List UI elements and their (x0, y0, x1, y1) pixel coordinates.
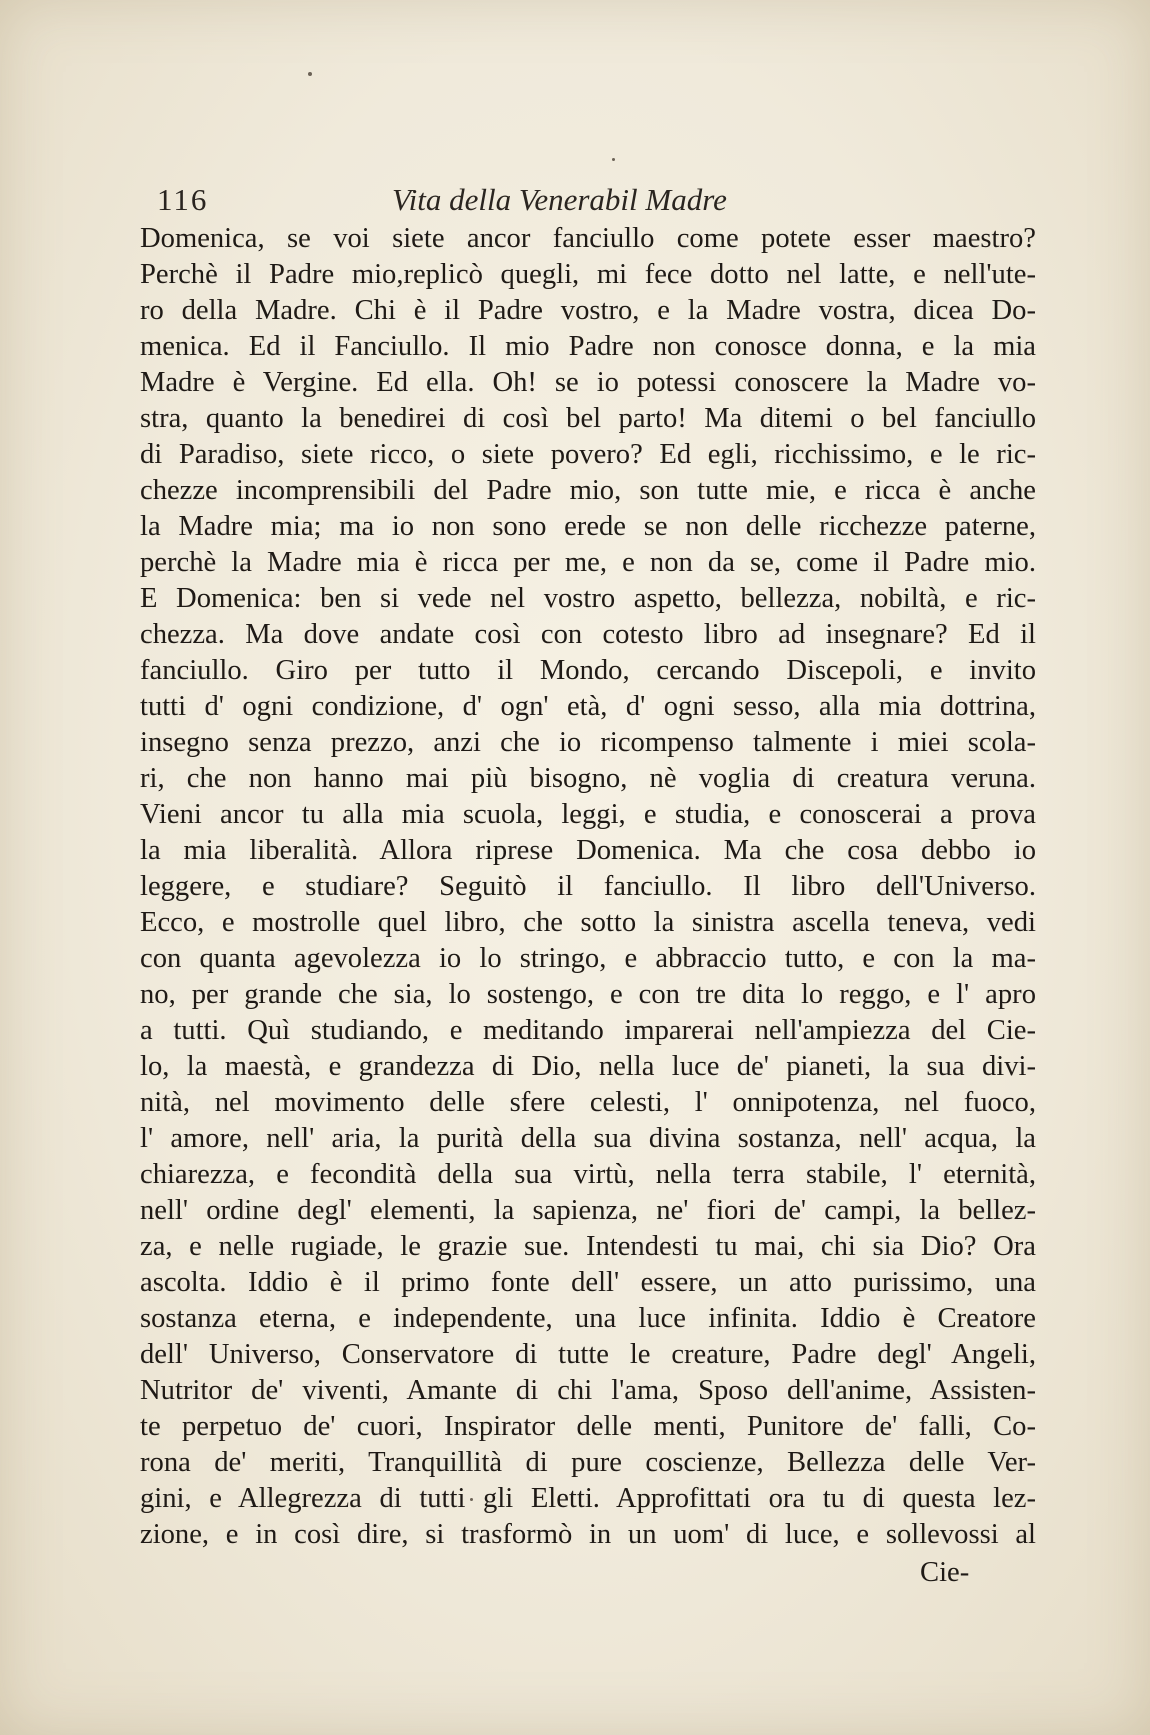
text-line: perchè la Madre mia è ricca per me, e non da se, come il Padre mio. (140, 547, 1036, 578)
text-line: con quanta agevolezza io lo stringo, e abbraccio tutto, e con la ma- (140, 943, 1036, 974)
text-line: Nutritor de' viventi, Amante di chi l'ama, Sposo dell'anime, Assisten- (140, 1375, 1036, 1406)
text-line: E Domenica: ben si vede nel vostro aspetto, bellezza, nobiltà, e ric- (140, 583, 1036, 614)
text-line: menica. Ed il Fanciullo. Il mio Padre non conosce donna, e la mia (140, 331, 1036, 362)
text-line: nità, nel movimento delle sfere celesti, l' onnipotenza, nel fuoco, (140, 1087, 1036, 1118)
text-line: l' amore, nell' aria, la purità della sua divina sostanza, nell' acqua, la (140, 1123, 1036, 1154)
text-line: leggere, e studiare? Seguitò il fanciullo. Il libro dell'Universo. (140, 871, 1036, 902)
ink-speck (308, 72, 312, 76)
body-text (140, 221, 1036, 1553)
text-line: no, per grande che sia, lo sostengo, e con tre dita lo reggo, e l' apro (140, 979, 1036, 1010)
text-line: tutti d' ogni condizione, d' ogn' età, d' ogni sesso, alla mia dottrina, (140, 691, 1036, 722)
text-line: rona de' meriti, Tranquillità di pure coscienze, Bellezza delle Ver- (140, 1447, 1036, 1478)
catchword: Cie- (920, 1557, 970, 1588)
text-line: chiarezza, e fecondità della sua virtù, nella terra stabile, l' eternità, (140, 1159, 1036, 1190)
text-line: di Paradiso, siete ricco, o siete povero? Ed egli, ricchissimo, e le ric- (140, 439, 1036, 470)
text-line: Domenica, se voi siete ancor fanciullo come potete esser maestro? (140, 223, 1036, 254)
text-line: te perpetuo de' cuori, Inspirator delle menti, Punitore de' falli, Co- (140, 1411, 1036, 1442)
text-line: nell' ordine degl' elementi, la sapienza, ne' fiori de' campi, la bellez- (140, 1195, 1036, 1226)
text-line: a tutti. Quì studiando, e meditando imparerai nell'ampiezza del Cie- (140, 1015, 1036, 1046)
page-number: 116 (157, 182, 209, 217)
text-line: insegno senza prezzo, anzi che io ricompenso talmente i miei scola- (140, 727, 1036, 758)
text-line: sostanza eterna, e independente, una luce infinita. Iddio è Creatore (140, 1303, 1036, 1334)
text-line: fanciullo. Giro per tutto il Mondo, cercando Discepoli, e invito (140, 655, 1036, 686)
text-line: lo, la maestà, e grandezza di Dio, nella luce de' pianeti, la sua divi- (140, 1051, 1036, 1082)
text-line: chezza. Ma dove andate così con cotesto libro ad insegnare? Ed il (140, 619, 1036, 650)
text-line: zione, e in così dire, si trasformò in un uom' di luce, e sollevossi al (140, 1519, 1036, 1550)
text-line: gini, e Allegrezza di tutti gli Eletti. Approfittati ora tu di questa lez- (140, 1483, 1036, 1514)
page-header (157, 182, 797, 222)
text-line: la Madre mia; ma io non sono erede se non delle ricchezze paterne, (140, 511, 1036, 542)
running-head: Vita della Venerabil Madre (392, 182, 727, 217)
text-line: Vieni ancor tu alla mia scuola, leggi, e studia, e conoscerai a prova (140, 799, 1036, 830)
text-line: la mia liberalità. Allora riprese Domenica. Ma che cosa debbo io (140, 835, 1036, 866)
text-line: Madre è Vergine. Ed ella. Oh! se io potessi conoscere la Madre vo- (140, 367, 1036, 398)
text-line: Ecco, e mostrolle quel libro, che sotto la sinistra ascella teneva, vedi (140, 907, 1036, 938)
text-line: ascolta. Iddio è il primo fonte dell' essere, un atto purissimo, una (140, 1267, 1036, 1298)
text-line: ro della Madre. Chi è il Padre vostro, e la Madre vostra, dicea Do- (140, 295, 1036, 326)
text-line: ri, che non hanno mai più bisogno, nè voglia di creatura veruna. (140, 763, 1036, 794)
ink-speck (612, 158, 615, 161)
text-line: stra, quanto la benedirei di così bel parto! Ma ditemi o bel fanciullo (140, 403, 1036, 434)
text-line: za, e nelle rugiade, le grazie sue. Intendesti tu mai, chi sia Dio? Ora (140, 1231, 1036, 1262)
text-line: Perchè il Padre mio,replicò quegli, mi fece dotto nel latte, e nell'ute- (140, 259, 1036, 290)
text-line: dell' Universo, Conservatore di tutte le creature, Padre degl' Angeli, (140, 1339, 1036, 1370)
text-line: chezze incomprensibili del Padre mio, son tutte mie, e ricca è anche (140, 475, 1036, 506)
